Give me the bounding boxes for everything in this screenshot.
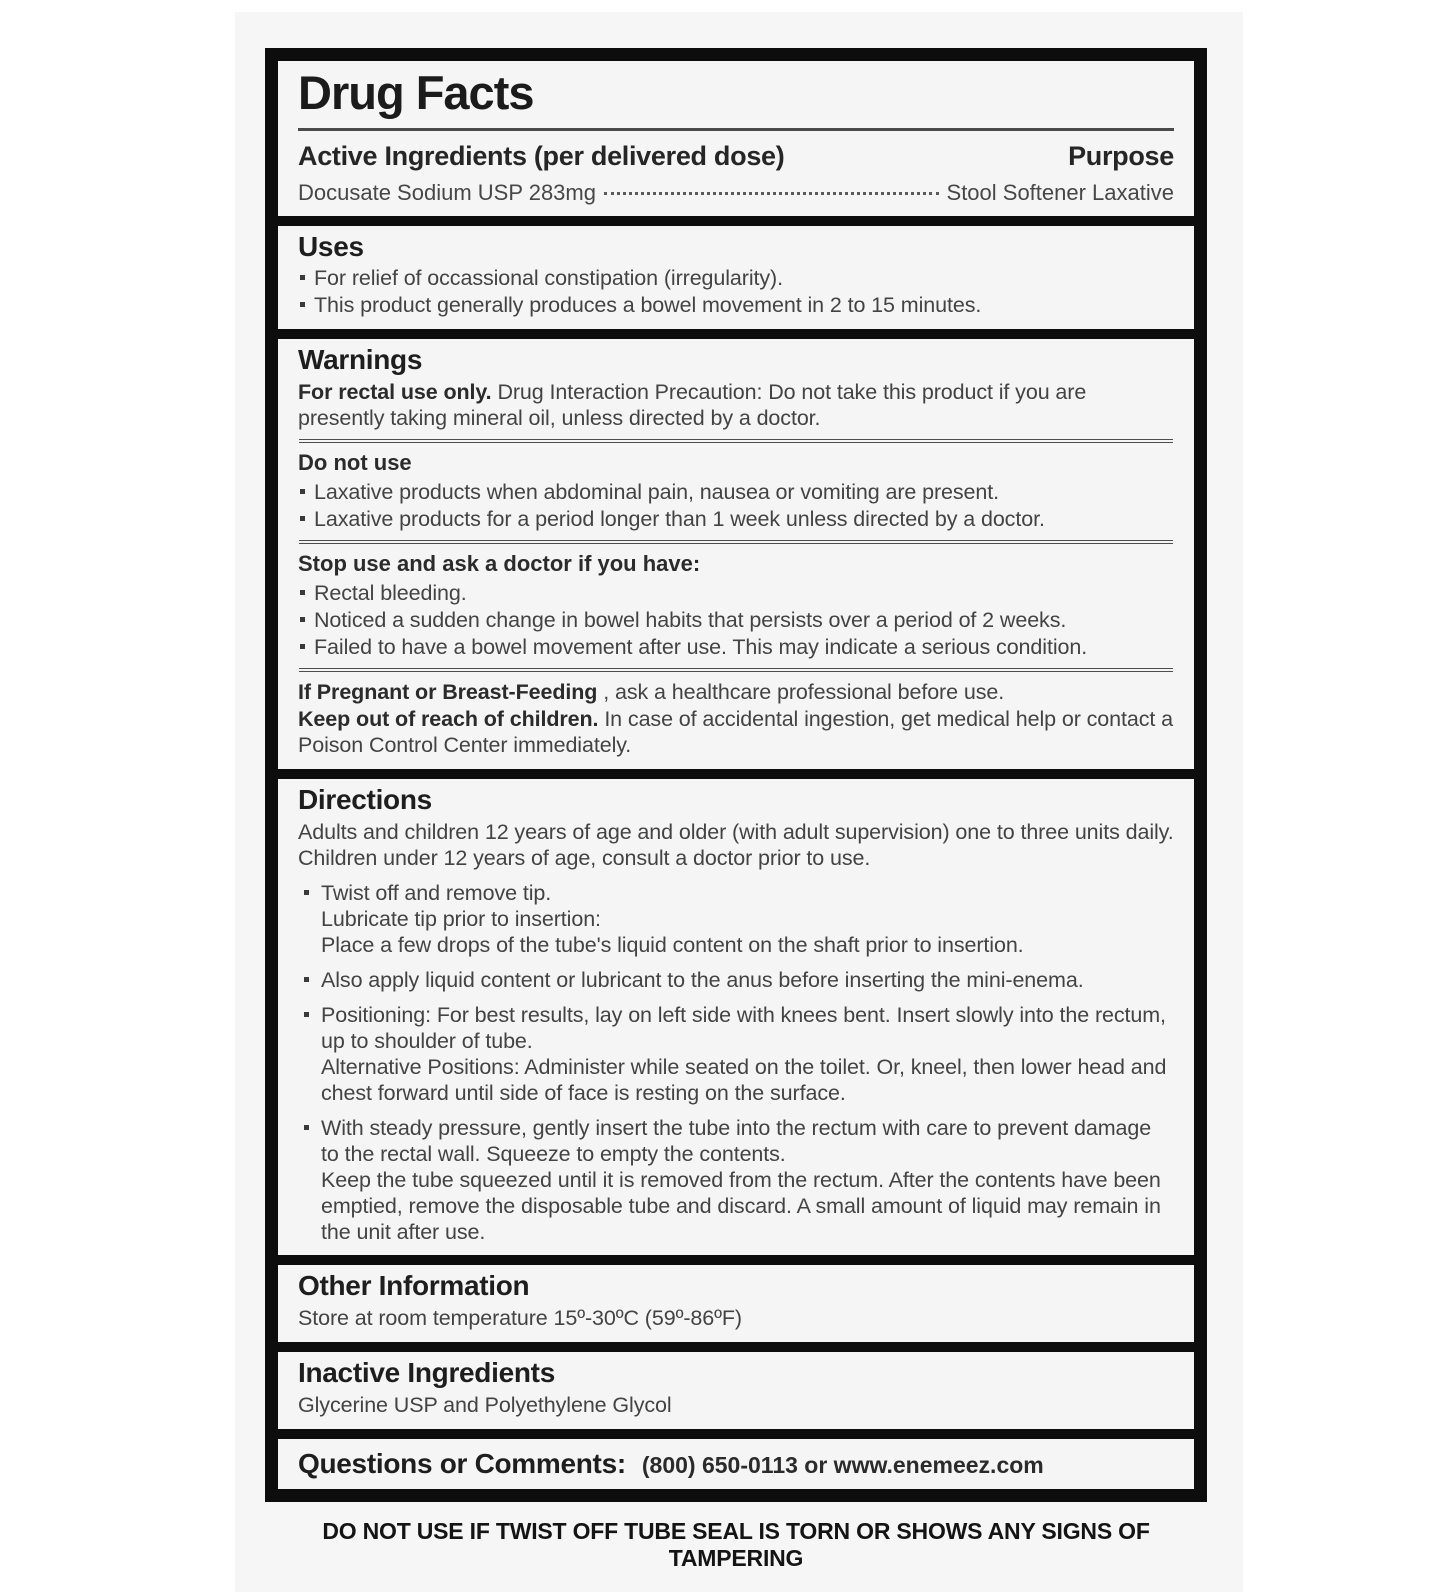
directions-heading: Directions <box>298 784 432 816</box>
bullet-marker <box>300 275 305 280</box>
inactive-ingredients-heading: Inactive Ingredients <box>298 1356 555 1388</box>
stop-use-heading: Stop use and ask a doctor if you have: <box>298 551 701 577</box>
step-line: Twist off and remove tip. <box>321 881 552 906</box>
tamper-warning: DO NOT USE IF TWIST OFF TUBE SEAL IS TORN OR SHOWS ANY SIGNS OF TAMPERING <box>322 1517 1150 1571</box>
stop-use-bullet-text: Noticed a sudden change in bowel habits that persists over a period of 2 weeks. <box>314 608 1067 633</box>
bullet-marker <box>304 1125 309 1130</box>
other-information-heading: Other Information <box>298 1270 530 1302</box>
warnings-heading: Warnings <box>298 344 423 376</box>
step-line: With steady pressure, gently insert the tube into the rectum with care to prevent damage to the rectal wall. Squeeze to empty the contents. <box>321 1116 1152 1167</box>
children-warning-rest: In case of accidental ingestion, get medical help or contact a Poison Control Center immediately. <box>298 707 1173 758</box>
dotted-leader <box>604 192 939 195</box>
stop-use-bullet-text: Failed to have a bowel movement after use. This may indicate a serious condition. <box>314 635 1088 660</box>
step-line: Positioning: For best results, lay on left side with knees bent. Insert slowly into the rectum, up to shoulder of tube. <box>321 1003 1166 1054</box>
section-directions <box>278 779 1194 1255</box>
stop-use-bullet <box>298 634 1174 660</box>
section-uses <box>278 226 1194 330</box>
ingredient-purpose: Stool Softener Laxative <box>946 179 1174 205</box>
ingredient-name: Docusate Sodium USP 283mg <box>298 179 596 205</box>
step-line: Alternative Positions: Administer while seated on the toilet. Or, kneel, then lower head and chest forward until side of face is resting on the surface. <box>321 1055 1167 1106</box>
stop-use-bullet-text: Rectal bleeding. <box>314 581 467 606</box>
stop-use-bullet <box>298 580 1174 606</box>
inactive-ingredients-text: Glycerine USP and Polyethylene Glycol <box>298 1392 672 1417</box>
step-line: Place a few drops of the tube's liquid content on the shaft prior to insertion. <box>321 933 1024 958</box>
directions-step <box>298 1002 1174 1106</box>
active-ingredients-header-row <box>298 141 1174 172</box>
bullet-marker <box>304 1012 309 1017</box>
warnings-intro <box>298 379 1174 431</box>
warnings-separator <box>299 668 1173 672</box>
drug-facts-title: Drug Facts <box>298 66 534 119</box>
directions-step-text <box>321 967 1084 993</box>
directions-step-text <box>321 1002 1174 1106</box>
children-warning-bold: Keep out of reach of children. <box>298 707 599 732</box>
questions-contact: (800) 650-0113 or www.enemeez.com <box>641 1451 1044 1478</box>
storage-text: Store at room temperature 15º-30ºC (59º-86ºF) <box>298 1305 742 1330</box>
questions-heading: Questions or Comments: <box>298 1447 626 1479</box>
uses-bullet <box>298 265 1174 291</box>
active-ingredients-heading: Active Ingredients (per delivered dose) <box>298 140 785 171</box>
do-not-use-bullet-text: Laxative products when abdominal pain, nausea or vomiting are present. <box>314 480 1000 505</box>
uses-bullet-text: This product generally produces a bowel movement in 2 to 15 minutes. <box>314 293 982 318</box>
bullet-marker <box>304 890 309 895</box>
bullet-marker <box>300 590 305 595</box>
section-warnings <box>278 339 1194 769</box>
step-line: Keep the tube squeezed until it is removed from the rectum. After the contents have been emptied, remove the disposable tube and discard. A small amount of liquid may remain in the unit after use. <box>321 1168 1161 1245</box>
drug-label-card <box>235 12 1243 1592</box>
step-line: Lubricate tip prior to insertion: <box>321 907 601 932</box>
pregnant-warning-bold: If Pregnant or Breast-Feeding <box>298 680 598 705</box>
uses-bullet <box>298 292 1174 318</box>
children-warning <box>298 706 1174 758</box>
stop-use-bullet <box>298 607 1174 633</box>
directions-step <box>298 880 1174 958</box>
section-other-information <box>278 1265 1194 1342</box>
purpose-heading: Purpose <box>1068 140 1174 171</box>
directions-intro: Adults and children 12 years of age and older (with adult supervision) one to three units daily. Children under 12 years of age, consult a doctor prior to use. <box>298 820 1174 871</box>
uses-heading: Uses <box>298 230 364 262</box>
bullet-marker <box>300 617 305 622</box>
title-rule <box>298 128 1174 131</box>
bullet-marker <box>300 516 305 521</box>
directions-step-text <box>321 1115 1174 1245</box>
warnings-separator <box>299 439 1173 443</box>
do-not-use-heading: Do not use <box>298 450 412 476</box>
directions-step <box>298 1115 1174 1245</box>
section-header <box>278 61 1194 216</box>
step-line: Also apply liquid content or lubricant to the anus before inserting the mini-enema. <box>321 968 1084 993</box>
bullet-marker <box>300 302 305 307</box>
do-not-use-bullet <box>298 479 1174 505</box>
bullet-marker <box>300 644 305 649</box>
do-not-use-bullet <box>298 506 1174 532</box>
drug-facts-panel <box>265 48 1207 1502</box>
uses-bullet-text: For relief of occassional constipation (irregularity). <box>314 266 783 291</box>
pregnant-warning <box>298 679 1174 705</box>
bullet-marker <box>300 489 305 494</box>
active-ingredient-row <box>298 180 1174 206</box>
directions-step <box>298 967 1174 993</box>
bullet-marker <box>304 977 309 982</box>
section-inactive-ingredients <box>278 1352 1194 1429</box>
warnings-intro-rest: Drug Interaction Precaution: Do not take this product if you are presently taking mineral oil, unless directed by a doctor. <box>298 380 1087 431</box>
warnings-intro-bold: For rectal use only. <box>298 380 492 405</box>
directions-step-text <box>321 880 1024 958</box>
warnings-separator <box>299 540 1173 544</box>
section-questions <box>278 1439 1194 1489</box>
pregnant-warning-rest: , ask a healthcare professional before use. <box>603 680 1005 705</box>
do-not-use-bullet-text: Laxative products for a period longer than 1 week unless directed by a doctor. <box>314 507 1045 532</box>
